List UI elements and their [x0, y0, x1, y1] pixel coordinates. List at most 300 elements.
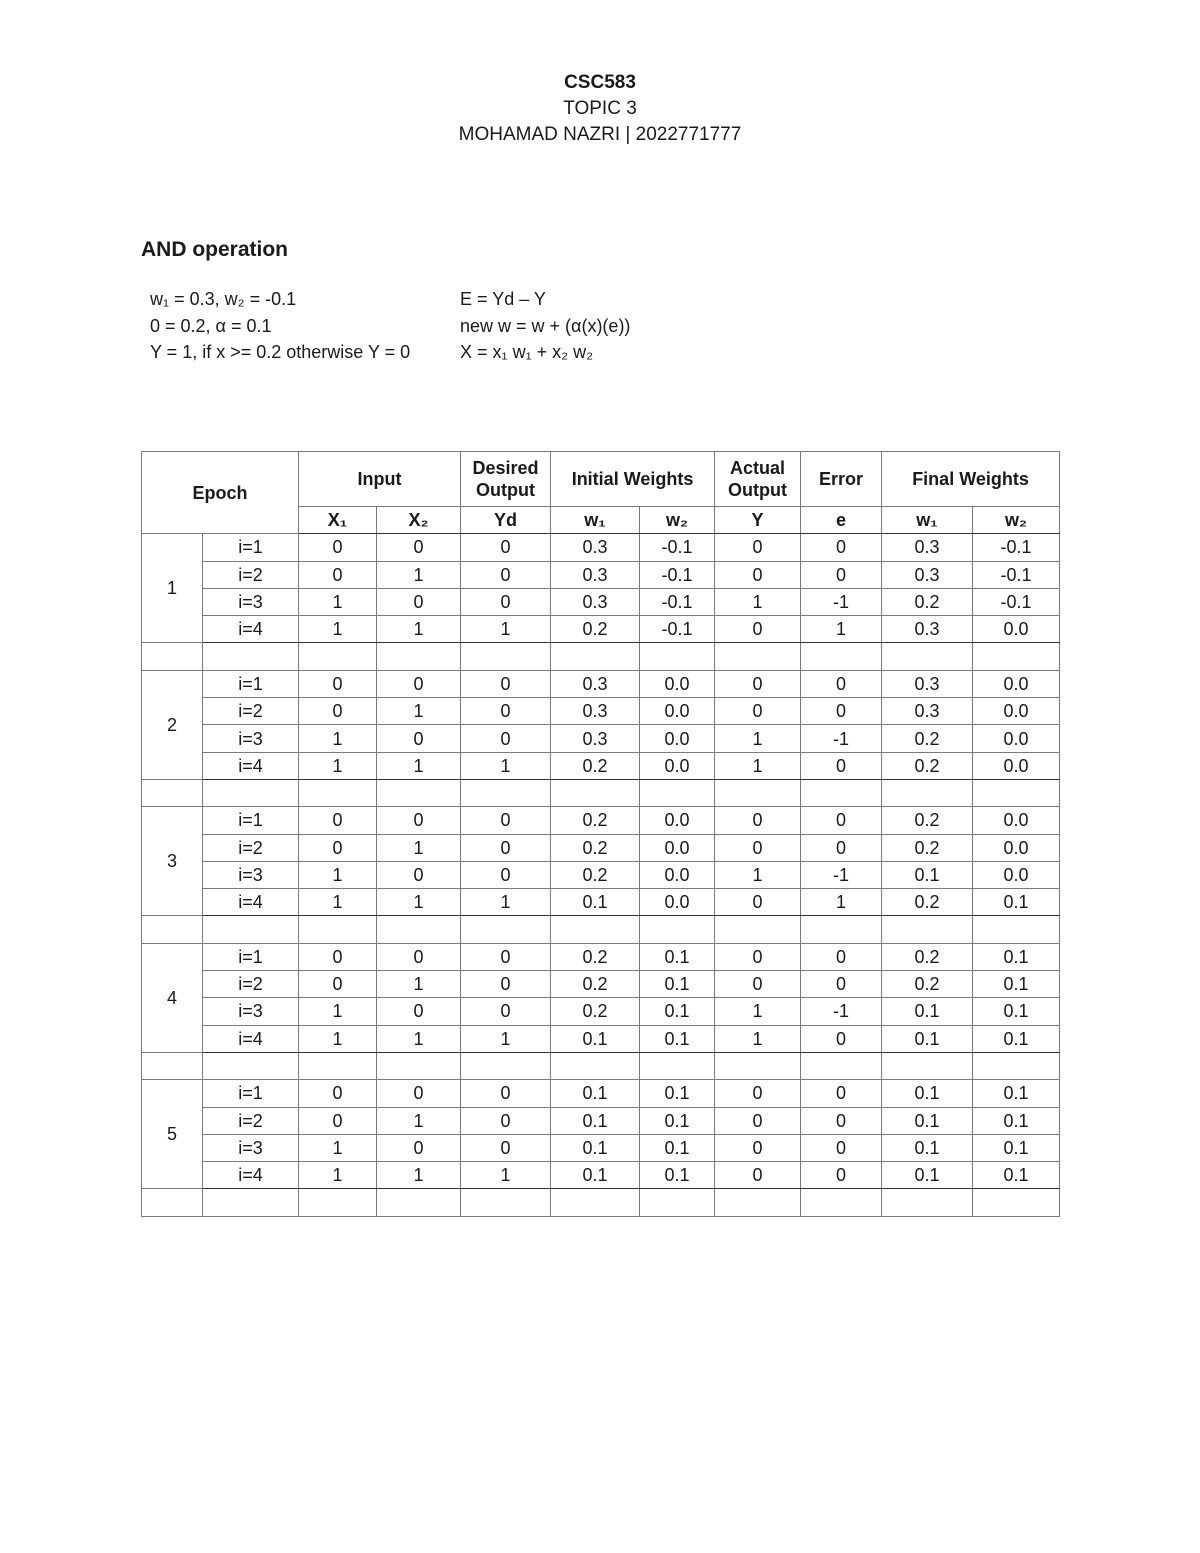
table-cell: 0	[461, 1134, 551, 1161]
empty-cell	[715, 779, 801, 806]
empty-cell	[801, 643, 882, 670]
table-cell: 0.3	[551, 725, 640, 752]
table-cell: 0	[377, 725, 461, 752]
table-cell: i=2	[203, 971, 299, 998]
empty-cell	[551, 916, 640, 943]
table-cell: 1	[715, 998, 801, 1025]
subheader-yd: Yd	[461, 507, 551, 534]
empty-cell	[203, 1189, 299, 1216]
table-cell: 1	[801, 616, 882, 643]
table-cell: 1	[299, 588, 377, 615]
table-cell: 0	[715, 807, 801, 834]
table-cell: 0.0	[973, 752, 1060, 779]
table-cell: 0.3	[882, 534, 973, 561]
document-header	[0, 70, 1200, 148]
table-cell: 0	[299, 698, 377, 725]
table-cell: -0.1	[973, 588, 1060, 615]
table-cell: 0.1	[640, 1162, 715, 1189]
table-cell: 0	[461, 561, 551, 588]
table-cell: i=4	[203, 1162, 299, 1189]
empty-cell	[551, 779, 640, 806]
table-cell: 0	[715, 1080, 801, 1107]
spacer-row	[142, 1189, 1060, 1216]
table-cell: 0.3	[551, 670, 640, 697]
table-cell: 0	[299, 670, 377, 697]
empty-cell	[640, 916, 715, 943]
subheader-x2: X₂	[377, 507, 461, 534]
spacer-row	[142, 1052, 1060, 1079]
table-row	[142, 1025, 1060, 1052]
table-cell: 0.1	[882, 1025, 973, 1052]
table-cell: i=3	[203, 1134, 299, 1161]
table-cell: -1	[801, 588, 882, 615]
table-cell: 0	[461, 971, 551, 998]
table-cell: 0	[715, 1134, 801, 1161]
table-cell: 1	[377, 1025, 461, 1052]
empty-cell	[299, 1052, 377, 1079]
subheader-e: e	[801, 507, 882, 534]
empty-cell	[973, 916, 1060, 943]
empty-cell	[203, 779, 299, 806]
table-cell: 1	[715, 861, 801, 888]
table-row	[142, 561, 1060, 588]
empty-cell	[461, 916, 551, 943]
table-cell: 0	[801, 534, 882, 561]
table-cell: 0	[715, 1107, 801, 1134]
table-cell: 0.2	[551, 998, 640, 1025]
epoch-number: 5	[142, 1080, 203, 1189]
formulas-block	[460, 286, 630, 366]
table-cell: -0.1	[640, 561, 715, 588]
table-cell: -1	[801, 861, 882, 888]
perceptron-training-table	[141, 451, 1060, 1217]
table-cell: 0	[299, 561, 377, 588]
table-cell: i=4	[203, 1025, 299, 1052]
table-cell: 0	[461, 534, 551, 561]
empty-cell	[973, 779, 1060, 806]
final-weights-header: Final Weights	[882, 452, 1060, 507]
topic-label: TOPIC 3	[563, 98, 637, 119]
empty-cell	[882, 643, 973, 670]
table-cell: 1	[299, 752, 377, 779]
subheader-y: Y	[715, 507, 801, 534]
table-row	[142, 616, 1060, 643]
empty-cell	[461, 643, 551, 670]
empty-cell	[203, 916, 299, 943]
table-cell: 0.1	[882, 1134, 973, 1161]
table-cell: 0	[801, 698, 882, 725]
subheader-init-w1: w₁	[551, 507, 640, 534]
table-cell: 0	[801, 1162, 882, 1189]
table-row	[142, 889, 1060, 916]
table-cell: -0.1	[640, 588, 715, 615]
table-cell: 0.1	[973, 889, 1060, 916]
table-row	[142, 971, 1060, 998]
table-cell: 0.2	[551, 834, 640, 861]
empty-cell	[801, 779, 882, 806]
table-cell: 1	[377, 616, 461, 643]
table-row	[142, 1107, 1060, 1134]
table-row	[142, 1162, 1060, 1189]
empty-cell	[551, 1189, 640, 1216]
subheader-final-w1: w₁	[882, 507, 973, 534]
input-header: Input	[299, 452, 461, 507]
initial-weights-header: Initial Weights	[551, 452, 715, 507]
table-row	[142, 725, 1060, 752]
table-cell: i=1	[203, 807, 299, 834]
table-row	[142, 807, 1060, 834]
table-cell: i=4	[203, 889, 299, 916]
table-cell: 0	[461, 943, 551, 970]
empty-cell	[640, 643, 715, 670]
table-cell: 1	[715, 752, 801, 779]
desired-output-header: Desired Output	[461, 452, 551, 507]
table-cell: 1	[461, 889, 551, 916]
empty-cell	[640, 1052, 715, 1079]
empty-cell	[640, 1189, 715, 1216]
table-cell: i=3	[203, 725, 299, 752]
table-cell: 0.0	[973, 670, 1060, 697]
table-cell: i=2	[203, 561, 299, 588]
empty-cell	[299, 916, 377, 943]
empty-cell	[299, 643, 377, 670]
table-cell: 0	[461, 670, 551, 697]
table-cell: 0	[377, 861, 461, 888]
table-cell: 1	[299, 889, 377, 916]
table-cell: 0	[377, 807, 461, 834]
table-cell: 0	[801, 1025, 882, 1052]
table-cell: i=4	[203, 616, 299, 643]
table-row	[142, 861, 1060, 888]
empty-cell	[377, 643, 461, 670]
table-row	[142, 1080, 1060, 1107]
empty-cell	[142, 643, 203, 670]
empty-cell	[801, 916, 882, 943]
table-cell: 0.3	[882, 698, 973, 725]
empty-cell	[551, 643, 640, 670]
table-cell: i=1	[203, 1080, 299, 1107]
section-title: AND operation	[141, 238, 288, 261]
empty-cell	[882, 1189, 973, 1216]
table-cell: 0.1	[640, 1134, 715, 1161]
table-cell: 0.0	[640, 752, 715, 779]
table-cell: 1	[299, 1025, 377, 1052]
error-header: Error	[801, 452, 882, 507]
table-cell: 1	[377, 698, 461, 725]
epoch-header: Epoch	[142, 452, 299, 534]
table-cell: -1	[801, 725, 882, 752]
table-cell: 0.1	[551, 1080, 640, 1107]
table-cell: 0.0	[973, 834, 1060, 861]
table-cell: 0	[801, 752, 882, 779]
empty-cell	[377, 1052, 461, 1079]
course-code: CSC583	[564, 72, 636, 93]
empty-cell	[299, 779, 377, 806]
table-cell: 0	[801, 670, 882, 697]
epoch-number: 4	[142, 943, 203, 1052]
empty-cell	[801, 1189, 882, 1216]
table-row	[142, 752, 1060, 779]
table-cell: 0.1	[973, 1025, 1060, 1052]
table-cell: 1	[377, 971, 461, 998]
empty-cell	[203, 643, 299, 670]
subheader-init-w2: w₂	[640, 507, 715, 534]
table-cell: 1	[299, 1162, 377, 1189]
table-cell: 1	[299, 1134, 377, 1161]
formula-line: E = Yd – Y	[460, 289, 546, 309]
table-row	[142, 1134, 1060, 1161]
empty-cell	[973, 1052, 1060, 1079]
table-cell: i=3	[203, 998, 299, 1025]
table-cell: 1	[461, 1025, 551, 1052]
empty-cell	[299, 1189, 377, 1216]
table-cell: i=1	[203, 534, 299, 561]
table-cell: 0.2	[882, 834, 973, 861]
table-cell: 0	[801, 1134, 882, 1161]
table-cell: -1	[801, 998, 882, 1025]
table-cell: 0.0	[640, 670, 715, 697]
table-cell: 0.1	[882, 861, 973, 888]
table-cell: 0.2	[551, 943, 640, 970]
table-cell: 0.1	[551, 1025, 640, 1052]
table-cell: 0.2	[551, 616, 640, 643]
table-cell: 1	[299, 998, 377, 1025]
table-cell: 0.0	[973, 861, 1060, 888]
table-cell: 1	[377, 752, 461, 779]
table-cell: 0.0	[973, 725, 1060, 752]
table-cell: 0	[377, 588, 461, 615]
table-cell: i=3	[203, 588, 299, 615]
empty-cell	[142, 916, 203, 943]
table-cell: 1	[801, 889, 882, 916]
table-cell: 0	[715, 616, 801, 643]
table-cell: 0.1	[973, 943, 1060, 970]
subheader-final-w2: w₂	[973, 507, 1060, 534]
empty-cell	[882, 1052, 973, 1079]
table-cell: 0.0	[973, 807, 1060, 834]
table-cell: 0	[461, 1107, 551, 1134]
table-cell: 0.2	[882, 588, 973, 615]
table-cell: 0.1	[640, 943, 715, 970]
table-cell: 1	[377, 834, 461, 861]
table-cell: -0.1	[640, 616, 715, 643]
table-cell: 0.1	[640, 971, 715, 998]
table-cell: 0.2	[882, 971, 973, 998]
table-row	[142, 943, 1060, 970]
formula-line: X = x₁ w₁ + x₂ w₂	[460, 342, 594, 362]
empty-cell	[882, 916, 973, 943]
empty-cell	[715, 1052, 801, 1079]
empty-cell	[640, 779, 715, 806]
table-cell: 0.0	[640, 889, 715, 916]
table-cell: i=2	[203, 1107, 299, 1134]
table-cell: 0.1	[973, 971, 1060, 998]
empty-cell	[715, 1189, 801, 1216]
table-cell: 0.1	[882, 998, 973, 1025]
table-cell: 0	[461, 861, 551, 888]
table-cell: 0	[801, 807, 882, 834]
table-cell: 0.2	[882, 725, 973, 752]
table-cell: 0.3	[882, 616, 973, 643]
actual-output-header: Actual Output	[715, 452, 801, 507]
table-cell: 1	[461, 616, 551, 643]
empty-cell	[461, 1052, 551, 1079]
table-cell: 0.0	[640, 834, 715, 861]
table-cell: 0.1	[973, 1107, 1060, 1134]
empty-cell	[377, 1189, 461, 1216]
table-cell: 0.3	[551, 561, 640, 588]
table-cell: 0.1	[882, 1080, 973, 1107]
table-cell: 0	[801, 1107, 882, 1134]
table-cell: 0	[299, 1107, 377, 1134]
empty-cell	[203, 1052, 299, 1079]
spacer-row	[142, 779, 1060, 806]
table-cell: 0.1	[882, 1162, 973, 1189]
param-line: Y = 1, if x >= 0.2 otherwise Y = 0	[150, 342, 411, 362]
table-row	[142, 998, 1060, 1025]
table-cell: 1	[715, 1025, 801, 1052]
parameters-block	[150, 286, 410, 366]
table-cell: 1	[299, 725, 377, 752]
table-cell: 0.1	[551, 1162, 640, 1189]
table-cell: 0	[299, 943, 377, 970]
table-cell: 1	[377, 561, 461, 588]
table-cell: 0.0	[640, 698, 715, 725]
empty-cell	[461, 779, 551, 806]
subheader-x1: X₁	[299, 507, 377, 534]
table-cell: 0	[461, 588, 551, 615]
table-cell: 1	[461, 752, 551, 779]
table-cell: 0	[715, 561, 801, 588]
table-cell: 1	[299, 861, 377, 888]
table-cell: 0.3	[882, 561, 973, 588]
table-cell: 0.1	[973, 1080, 1060, 1107]
empty-cell	[142, 779, 203, 806]
empty-cell	[142, 1189, 203, 1216]
epoch-number: 3	[142, 807, 203, 916]
table-cell: 0	[299, 971, 377, 998]
table-cell: 0.3	[551, 534, 640, 561]
empty-cell	[973, 643, 1060, 670]
table-cell: 0	[461, 725, 551, 752]
formula-line: new w = w + (α(x)(e))	[460, 315, 631, 336]
table-cell: 0	[801, 1080, 882, 1107]
table-cell: 0	[299, 1080, 377, 1107]
table-cell: i=2	[203, 698, 299, 725]
empty-cell	[377, 916, 461, 943]
table-cell: 0	[715, 943, 801, 970]
table-cell: 0	[715, 670, 801, 697]
table-cell: i=2	[203, 834, 299, 861]
table-cell: 0	[299, 834, 377, 861]
table-cell: 0.2	[882, 807, 973, 834]
empty-cell	[973, 1189, 1060, 1216]
table-row	[142, 834, 1060, 861]
table-cell: 0	[461, 998, 551, 1025]
epoch-number: 1	[142, 534, 203, 643]
table-cell: -0.1	[640, 534, 715, 561]
table-cell: 0	[801, 943, 882, 970]
empty-cell	[715, 643, 801, 670]
table-row	[142, 534, 1060, 561]
empty-cell	[715, 916, 801, 943]
table-cell: 0.1	[640, 1080, 715, 1107]
table-row	[142, 670, 1060, 697]
spacer-row	[142, 643, 1060, 670]
table-row	[142, 698, 1060, 725]
table-cell: 0	[377, 670, 461, 697]
table-cell: 0.1	[882, 1107, 973, 1134]
table-cell: 0	[299, 807, 377, 834]
spacer-row	[142, 916, 1060, 943]
param-line: 0 = 0.2, α = 0.1	[150, 315, 272, 336]
table-cell: i=1	[203, 943, 299, 970]
table-cell: 1	[715, 588, 801, 615]
table-cell: 0.1	[551, 889, 640, 916]
table-cell: 0.2	[551, 807, 640, 834]
empty-cell	[461, 1189, 551, 1216]
table-cell: 0	[377, 1080, 461, 1107]
table-cell: 0	[461, 834, 551, 861]
table-cell: 1	[377, 889, 461, 916]
table-cell: 0.0	[640, 861, 715, 888]
param-line: w₁ = 0.3, w₂ = -0.1	[150, 289, 297, 309]
table-cell: 0.1	[640, 1107, 715, 1134]
table-cell: -0.1	[973, 561, 1060, 588]
table-cell: i=1	[203, 670, 299, 697]
table-cell: 0	[299, 534, 377, 561]
table-cell: 0	[801, 971, 882, 998]
table-cell: 1	[299, 616, 377, 643]
table-cell: 0.1	[551, 1107, 640, 1134]
empty-cell	[377, 779, 461, 806]
table-row	[142, 588, 1060, 615]
table-cell: 0.2	[551, 861, 640, 888]
table-cell: 0.2	[882, 889, 973, 916]
table-cell: 0	[377, 1134, 461, 1161]
table-cell: 0	[715, 698, 801, 725]
table-cell: 0	[801, 561, 882, 588]
table-cell: i=4	[203, 752, 299, 779]
empty-cell	[551, 1052, 640, 1079]
table-cell: 0	[461, 698, 551, 725]
table-cell: 0	[715, 971, 801, 998]
table-cell: 0	[461, 807, 551, 834]
table-cell: 0	[377, 943, 461, 970]
table-cell: 0	[715, 889, 801, 916]
empty-cell	[142, 1052, 203, 1079]
table-cell: 0	[377, 998, 461, 1025]
author-line: MOHAMAD NAZRI | 2022771777	[458, 124, 742, 145]
table-cell: 0	[377, 534, 461, 561]
table-cell: 0	[715, 534, 801, 561]
table-cell: 0.1	[640, 1025, 715, 1052]
table-cell: i=3	[203, 861, 299, 888]
table-cell: 0.1	[640, 998, 715, 1025]
table-cell: 0.2	[551, 971, 640, 998]
table-cell: 0.3	[882, 670, 973, 697]
table-cell: 0	[715, 834, 801, 861]
table-cell: 0	[461, 1080, 551, 1107]
table-cell: 0.0	[973, 698, 1060, 725]
table-cell: 0	[801, 834, 882, 861]
table-cell: 0.1	[973, 1162, 1060, 1189]
table-cell: 0	[715, 1162, 801, 1189]
table-cell: 0.1	[973, 1134, 1060, 1161]
table-cell: 0.2	[882, 752, 973, 779]
table-cell: -0.1	[973, 534, 1060, 561]
table-cell: 0.3	[551, 698, 640, 725]
